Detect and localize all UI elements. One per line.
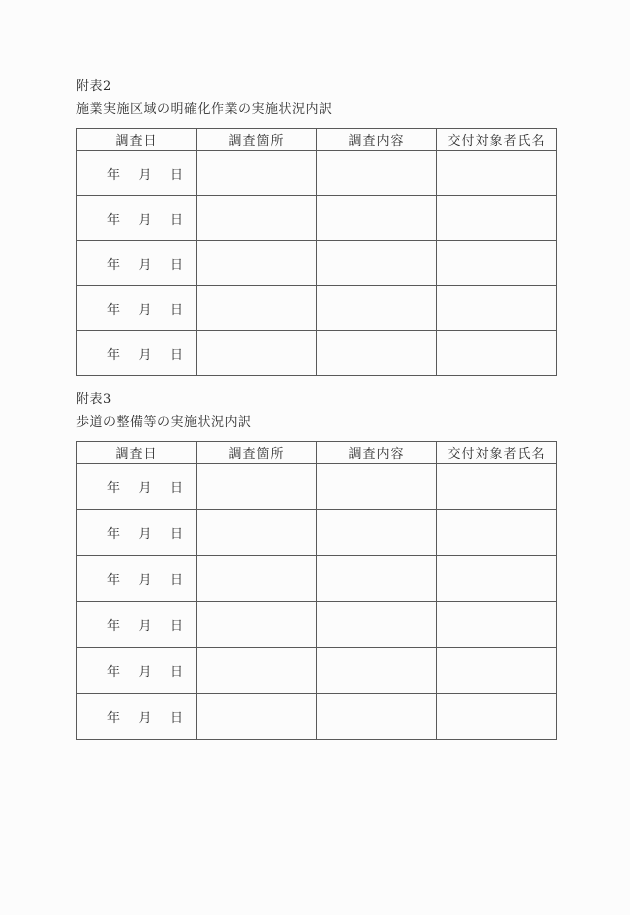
empty-cell — [197, 331, 317, 376]
month-label: 月 — [138, 711, 152, 726]
month-label: 月 — [138, 527, 152, 542]
column-header-survey-date: 調査日 — [77, 129, 197, 151]
date-placeholder — [77, 615, 196, 634]
date-placeholder — [77, 164, 196, 183]
day-label: 日 — [169, 167, 183, 183]
date-cell — [77, 331, 197, 376]
year-label: 年 — [107, 619, 121, 634]
empty-cell — [317, 196, 437, 241]
table-caption: 附表2 — [76, 79, 112, 94]
table-row — [77, 464, 557, 510]
empty-cell — [317, 648, 437, 694]
year-label: 年 — [107, 665, 121, 680]
empty-cell — [317, 331, 437, 376]
date-cell — [77, 464, 197, 510]
column-header-survey-content: 調査内容 — [317, 129, 437, 151]
empty-cell — [437, 286, 557, 331]
month-label: 月 — [138, 212, 152, 228]
date-placeholder — [77, 707, 196, 726]
month-label: 月 — [138, 619, 152, 634]
empty-cell — [197, 510, 317, 556]
date-placeholder — [77, 477, 196, 496]
year-label: 年 — [107, 212, 121, 228]
year-label: 年 — [107, 573, 121, 588]
empty-cell — [317, 556, 437, 602]
empty-cell — [197, 464, 317, 510]
empty-cell — [437, 464, 557, 510]
table-row — [77, 648, 557, 694]
year-label: 年 — [107, 527, 121, 542]
column-header-survey-content: 調査内容 — [317, 442, 437, 464]
month-label: 月 — [138, 573, 152, 588]
day-label: 日 — [169, 619, 183, 634]
appendix-section-2 — [76, 78, 558, 376]
survey-status-table — [76, 441, 557, 740]
column-header-survey-date: 調査日 — [77, 442, 197, 464]
empty-cell — [437, 241, 557, 286]
day-label: 日 — [169, 527, 183, 542]
month-label: 月 — [138, 167, 152, 183]
empty-cell — [437, 510, 557, 556]
date-placeholder — [77, 569, 196, 588]
date-cell — [77, 556, 197, 602]
table-row — [77, 241, 557, 286]
empty-cell — [197, 648, 317, 694]
date-cell — [77, 648, 197, 694]
day-label: 日 — [169, 257, 183, 273]
empty-cell — [317, 151, 437, 196]
table-header-row — [77, 442, 557, 464]
table-row — [77, 286, 557, 331]
table-header-row — [77, 129, 557, 151]
table-row — [77, 510, 557, 556]
year-label: 年 — [107, 167, 121, 183]
day-label: 日 — [169, 711, 183, 726]
table-body — [77, 151, 557, 376]
day-label: 日 — [169, 347, 183, 363]
table-row — [77, 602, 557, 648]
year-label: 年 — [107, 711, 121, 726]
table-row — [77, 151, 557, 196]
empty-cell — [197, 196, 317, 241]
survey-status-table — [76, 128, 557, 376]
year-label: 年 — [107, 481, 121, 496]
table-row — [77, 331, 557, 376]
year-label: 年 — [107, 302, 121, 318]
empty-cell — [317, 286, 437, 331]
date-placeholder — [77, 523, 196, 542]
empty-cell — [197, 602, 317, 648]
empty-cell — [437, 694, 557, 740]
empty-cell — [437, 331, 557, 376]
empty-cell — [317, 694, 437, 740]
empty-cell — [317, 241, 437, 286]
empty-cell — [437, 602, 557, 648]
date-placeholder — [77, 299, 196, 318]
empty-cell — [437, 556, 557, 602]
table-row — [77, 196, 557, 241]
empty-cell — [437, 151, 557, 196]
date-cell — [77, 241, 197, 286]
empty-cell — [317, 510, 437, 556]
month-label: 月 — [138, 257, 152, 273]
day-label: 日 — [169, 212, 183, 228]
table-body — [77, 464, 557, 740]
column-header-recipient-name: 交付対象者氏名 — [437, 129, 557, 151]
table-header-row — [77, 129, 557, 151]
appendix-section-3 — [76, 391, 558, 740]
date-cell — [77, 151, 197, 196]
column-header-survey-location: 調査箇所 — [197, 129, 317, 151]
date-cell — [77, 602, 197, 648]
year-label: 年 — [107, 257, 121, 273]
column-header-survey-location: 調査箇所 — [197, 442, 317, 464]
month-label: 月 — [138, 302, 152, 318]
date-cell — [77, 196, 197, 241]
empty-cell — [197, 286, 317, 331]
table-title: 施業実施区域の明確化作業の実施状況内訳 — [76, 102, 333, 117]
date-cell — [77, 510, 197, 556]
empty-cell — [197, 694, 317, 740]
empty-cell — [197, 556, 317, 602]
date-cell — [77, 286, 197, 331]
empty-cell — [197, 241, 317, 286]
date-placeholder — [77, 344, 196, 363]
table-row — [77, 694, 557, 740]
empty-cell — [317, 464, 437, 510]
day-label: 日 — [169, 573, 183, 588]
date-cell — [77, 694, 197, 740]
empty-cell — [437, 648, 557, 694]
empty-cell — [197, 151, 317, 196]
table-title: 歩道の整備等の実施状況内訳 — [76, 415, 252, 430]
table-row — [77, 556, 557, 602]
month-label: 月 — [138, 347, 152, 363]
empty-cell — [437, 196, 557, 241]
day-label: 日 — [169, 481, 183, 496]
table-caption: 附表3 — [76, 392, 112, 407]
column-header-recipient-name: 交付対象者氏名 — [437, 442, 557, 464]
year-label: 年 — [107, 347, 121, 363]
date-placeholder — [77, 661, 196, 680]
day-label: 日 — [169, 665, 183, 680]
day-label: 日 — [169, 302, 183, 318]
date-placeholder — [77, 209, 196, 228]
empty-cell — [317, 602, 437, 648]
date-placeholder — [77, 254, 196, 273]
month-label: 月 — [138, 481, 152, 496]
table-header-row — [77, 442, 557, 464]
month-label: 月 — [138, 665, 152, 680]
